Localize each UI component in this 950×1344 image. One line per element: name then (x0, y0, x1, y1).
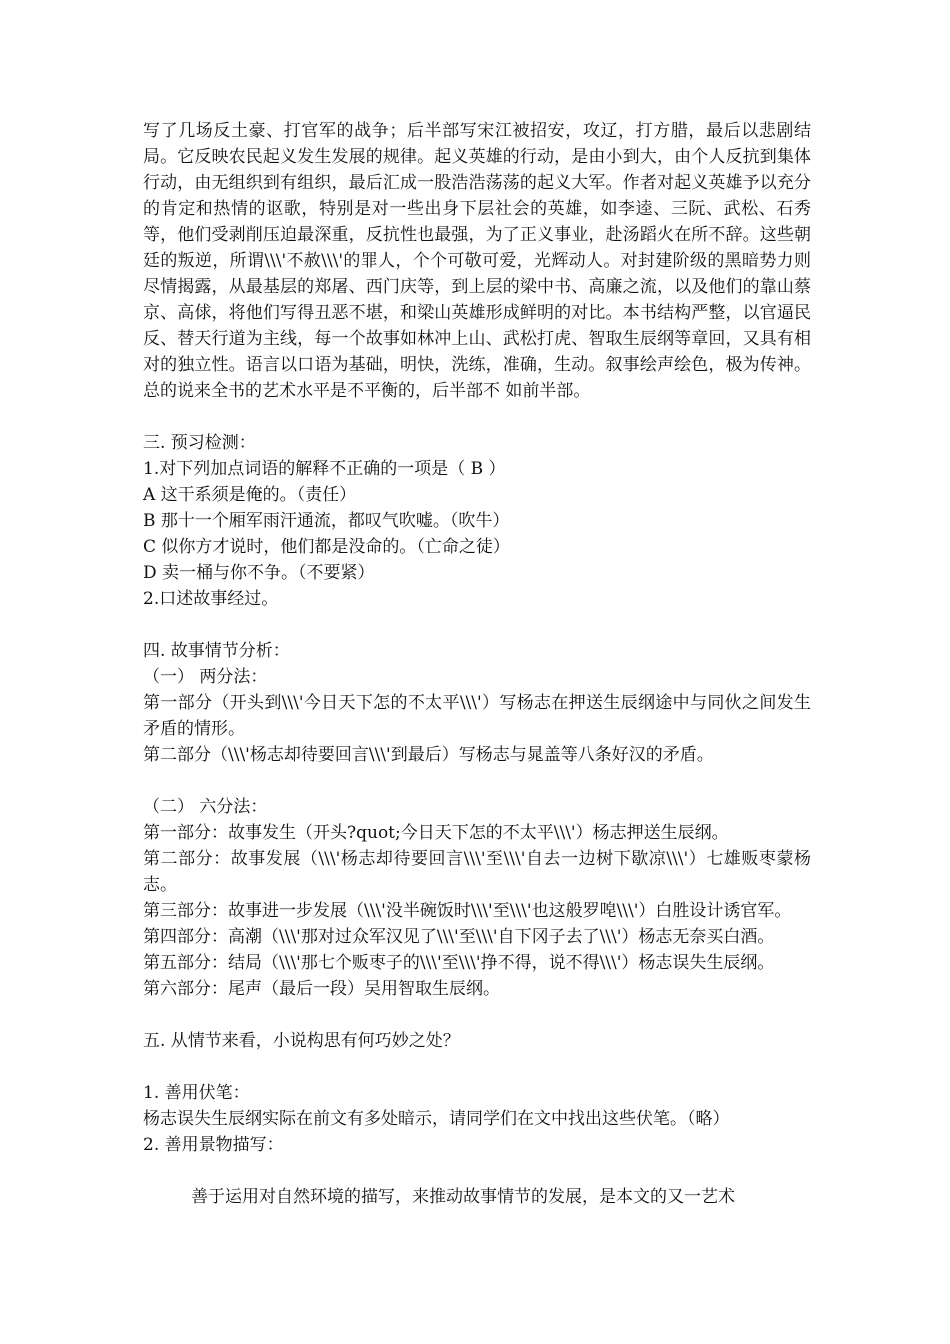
question1: 1.对下列加点词语的解释不正确的一项是（ B ） (143, 459, 506, 479)
sub1-heading: （一） 两分法： (143, 667, 268, 687)
spacer (143, 612, 811, 638)
spacer (143, 404, 811, 430)
sub2-item-4: 第四部分：高潮（\\\'那对过众军汉见了\\\'至\\\'自下冈子去了\\\'）杨志无奈买白酒。 (143, 927, 775, 947)
option-a: A 这干系须是俺的。（责任） (143, 485, 357, 505)
sub1-item-2: 第二部分（\\\'杨志却待要回言\\\'到最后）写杨志与晁盖等八条好汉的矛盾。 (143, 745, 714, 765)
point2-heading: 2. 善用景物描写： (143, 1135, 284, 1155)
point1-text: 杨志误失生辰纲实际在前文有多处暗示，请同学们在文中找出这些伏笔。（略） (143, 1109, 730, 1129)
section5-heading: 五. 从情节来看，小说构思有何巧妙之处？ (143, 1031, 460, 1051)
section3-heading: 三. 预习检测： (143, 433, 256, 453)
section4-heading: 四. 故事情节分析： (143, 641, 290, 661)
point2-text: 善于运用对自然环境的描写，来推动故事情节的发展，是本文的又一艺术 (191, 1187, 735, 1207)
spacer (143, 1158, 811, 1184)
sub2-item-5: 第五部分：结局（\\\'那七个贩枣子的\\\'至\\\'挣不得，说不得\\\'）杨志误失生辰纲。 (143, 953, 775, 973)
sub2-item-6: 第六部分：尾声（最后一段）吴用智取生辰纲。 (143, 979, 500, 999)
sub2-item-3: 第三部分：故事进一步发展（\\\'没半碗饭时\\\'至\\\'也这般罗唣\\\'）白胜设计诱官军。 (143, 901, 792, 921)
spacer (143, 1002, 811, 1028)
document-body (143, 118, 811, 1210)
intro-paragraph: 写了几场反土豪、打官军的战争；后半部写宋江被招安，攻辽，打方腊，最后以悲剧结局。它反映农民起义发生发展的规律。起义英雄的行动，是由小到大，由个人反抗到集体行动，由无组织到有组织，最后汇成一股浩浩荡荡的起义大军。作者对起义英雄予以充分的肯定和热情的讴歌，特别是对一些出身下层社会的英雄，如李逵、三阮、武松、石秀等，他们受剥削压迫最深重，反抗性也最强，为了正义事业，赴汤蹈火在所不辞。这些朝廷的叛逆，所谓\\\'不赦\\\'的罪人，个个可敬可爱，光辉动人。对封建阶级的黑暗势力则尽情揭露，从最基层的郑屠、西门庆等，到上层的梁中书、高廉之流，以及他们的靠山蔡京、高俅，将他们写得丑恶不堪，和梁山英雄形成鲜明的对比。本书结构严整，以官逼民反、替天行道为主线，每一个故事如林冲上山、武松打虎、智取生辰纲等章回，又具有相对的独立性。语言以口语为基础，明快，洗练，准确，生动。叙事绘声绘色，极为传神。总的说来全书的艺术水平是不平衡的，后半部不 如前半部。 (143, 121, 811, 401)
point1-heading: 1. 善用伏笔： (143, 1083, 250, 1103)
option-d: D 卖一桶与你不争。（不要紧） (143, 563, 375, 583)
option-c: C 似你方才说时，他们都是没命的。（亡命之徒） (143, 537, 510, 557)
sub2-heading: （二） 六分法： (143, 797, 268, 817)
spacer (143, 768, 811, 794)
option-b: B 那十一个厢军雨汗通流，都叹气吹嘘。（吹牛） (143, 511, 510, 531)
sub2-item-2: 第二部分：故事发展（\\\'杨志却待要回言\\\'至\\\'自去一边树下歇凉\\\'）七雄贩枣蒙杨志。 (143, 849, 811, 895)
question2: 2.口述故事经过。 (143, 589, 279, 609)
sub1-item-1: 第一部分（开头到\\\'今日天下怎的不太平\\\'）写杨志在押送生辰纲途中与同伙之间发生矛盾的情形。 (143, 693, 811, 739)
sub2-item-1: 第一部分：故事发生（开头?quot;今日天下怎的不太平\\\'）杨志押送生辰纲。 (143, 823, 729, 843)
spacer (143, 1054, 811, 1080)
